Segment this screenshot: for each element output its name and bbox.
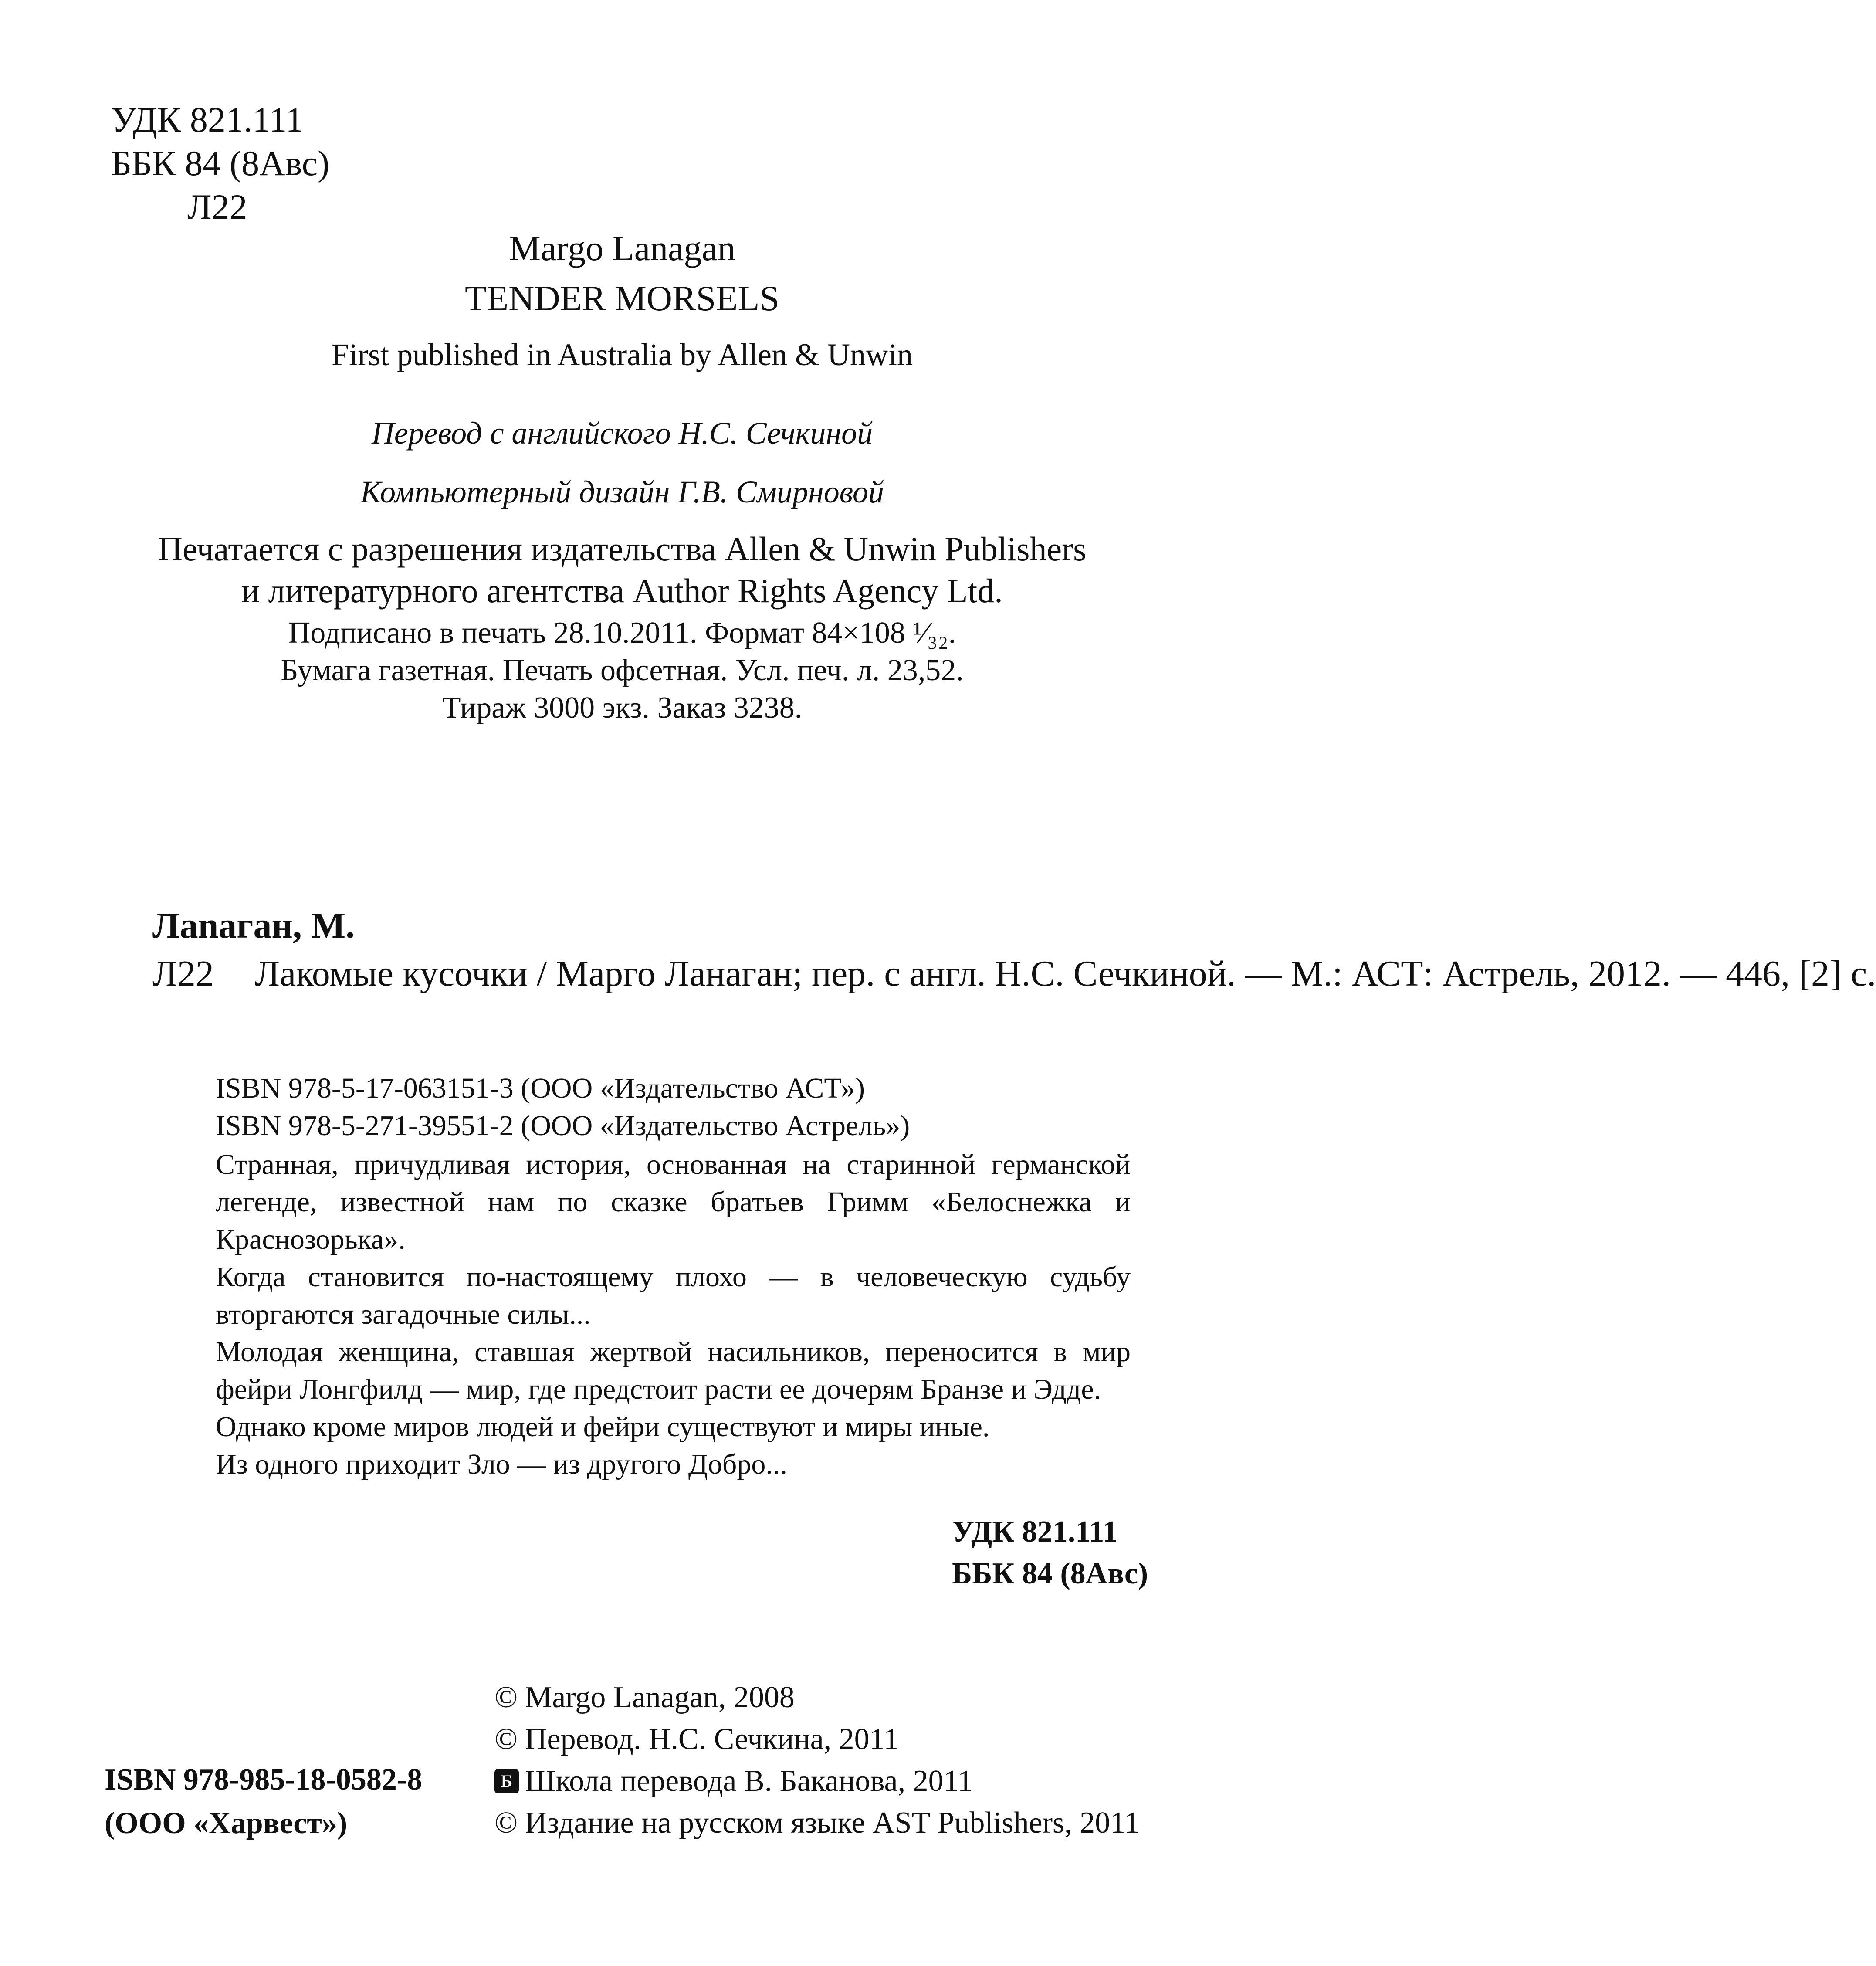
annotation-paragraph: Когда становится по-настоящему плохо — в человеческую судьбу вторгаются загадочные силы... [216, 1261, 1131, 1330]
isbn-line: ISBN 978-5-17-063151-3 (ООО «Издательство АСТ») [216, 1072, 865, 1104]
print-info-line: Подписано в печать 28.10.2011. Формат 84×108 ¹⁄₃₂. [288, 616, 956, 650]
copyright-line [494, 1677, 1140, 1719]
biblio-author: Лanaган, М. [152, 905, 355, 946]
copyright-text: Margo Lanagan, 2008 [525, 1681, 795, 1714]
annotation-paragraph: Молодая женщина, ставшая жертвой насильников, переносится в мир фейри Лонгфилд — мир, где предстоит расти ее дочерям Бранзе и Эдде. [216, 1336, 1131, 1405]
udk-code: УДК 821.111 [952, 1515, 1118, 1549]
udk-bbk-block-top [111, 98, 329, 229]
isbn-main-publisher: (ООО «Харвест») [105, 1807, 348, 1840]
copyright-icon: © [494, 1722, 518, 1756]
print-info-line: Тираж 3000 экз. Заказ 3238. [442, 691, 803, 725]
original-author: Margo Lanagan [509, 228, 735, 268]
isbn-main-block [105, 1758, 422, 1845]
original-title: TENDER MORSELS [464, 278, 780, 318]
isbn-line: ISBN 978-5-271-39551-2 (ООО «Издательство Астрель») [216, 1110, 910, 1142]
copyright-block [494, 1677, 1140, 1844]
copyright-text: Издание на русском языке AST Publishers, 2011 [525, 1806, 1140, 1840]
annotation-paragraph: Однако кроме миров людей и фейри существуют и миры иные. [216, 1411, 990, 1443]
copyright-line [494, 1719, 1140, 1760]
permission-block [0, 528, 1244, 612]
permission-line: и литературного агентства Author Rights Agency Ltd. [241, 572, 1003, 610]
bbk-code: ББК 84 (8Авс) [952, 1557, 1148, 1590]
biblio-code: Л22 [152, 953, 214, 994]
copyright-line [494, 1802, 1140, 1844]
annotation [216, 1146, 1131, 1483]
first-published: First published in Australia by Allen & Unwin [332, 337, 913, 372]
bibliographic-record [152, 902, 1876, 998]
copyright-text: Школа перевода В. Баканова, 2011 [525, 1764, 973, 1798]
annotation-paragraph: Из одного приходит Зло — из другого Добро... [216, 1448, 787, 1480]
biblio-description: Лакомые кусочки / Марго Ланаган; пер. с англ. Н.С. Сечкиной. — М.: АСТ: Астрель, 2012. — 446, [2] с. [255, 953, 1876, 994]
copyright-icon: © [494, 1681, 518, 1714]
print-info-line: Бумага газетная. Печать офсетная. Усл. печ. л. 23,52. [281, 654, 964, 687]
isbn-list [216, 1070, 910, 1145]
copyright-line [494, 1760, 1140, 1802]
copyright-icon: © [494, 1806, 518, 1840]
permission-line: Печатается с разрешения издательства Allen & Unwin Publishers [158, 530, 1087, 568]
author-mark: Л22 [187, 187, 247, 227]
udk-bbk-block-bottom [952, 1511, 1148, 1595]
bbk-code: ББК 84 (8Авс) [111, 143, 330, 183]
annotation-paragraph: Странная, причудливая история, основанная на старинной германской легенде, известной нам по сказке братьев Гримм «Белоснежка и Краснозорька». [216, 1149, 1131, 1255]
school-logo-icon: Б [494, 1769, 519, 1793]
isbn-main: ISBN 978-985-18-0582-8 [105, 1763, 423, 1797]
udk-code: УДК 821.111 [111, 100, 304, 139]
translation-credit: Перевод с английского Н.С. Сечкиной [371, 416, 873, 451]
design-credit: Компьютерный дизайн Г.В. Смирновой [360, 475, 884, 509]
copyright-text: Перевод. Н.С. Сечкина, 2011 [525, 1722, 899, 1756]
print-info-block [0, 614, 1244, 727]
